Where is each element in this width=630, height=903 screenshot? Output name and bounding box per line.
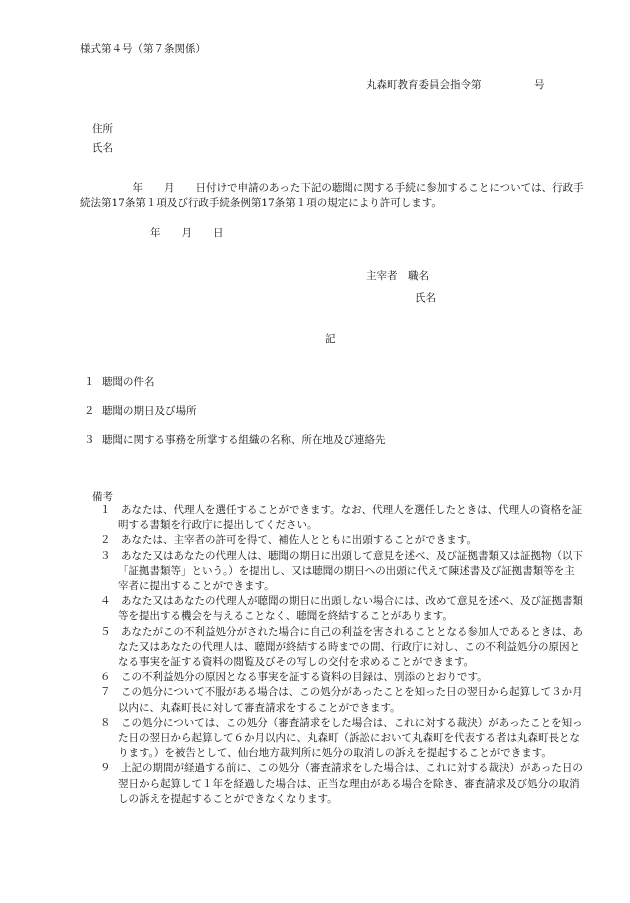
note-item	[78, 685, 585, 715]
list-item	[84, 432, 386, 447]
note-text: 上記の期間が経過する前に、この処分（審査請求をした場合は、これに対する裁決）があった日の翌日から起算して１年を経過した場合は、正当な理由がある場合を除き、審査請求及び処分の取消しの訴えを提起することができなくなります。	[118, 762, 583, 805]
issue-date: 年 月 日	[150, 227, 224, 239]
note-text: あなた又はあなたの代理人は、聴聞の期日に出頭して意見を述べ、及び証拠書類又は証拠物（以下「証拠書類等」という。）を提出し、又は聴聞の期日への出頭に代えて陳述書及び証拠書類等を主宰者に提出することができます。	[118, 549, 583, 593]
note-item	[78, 503, 585, 533]
item-text: 聴聞の件名	[102, 376, 155, 388]
note-item	[78, 549, 585, 595]
presider-title-label: 主宰者 職名	[366, 270, 429, 282]
note-number: ６	[100, 671, 111, 684]
note-item	[78, 533, 585, 548]
note-item	[78, 716, 585, 762]
address-label: 住所	[92, 123, 113, 135]
note-text: あなた又はあなたの代理人が聴聞の期日に出頭しない場合には、改めて意見を述べ、及び証拠書類等を提出する機会を与えることなく、聴聞を終結することがあります。	[118, 595, 583, 623]
item-text: 聴聞の期日及び場所	[102, 405, 197, 417]
note-number: ９	[100, 762, 111, 775]
list-item	[84, 403, 197, 418]
presider-name-label: 氏名	[415, 292, 436, 304]
item-text: 聴聞に関する事務を所掌する組織の名称、所在地及び連絡先	[102, 434, 386, 446]
list-item	[84, 374, 155, 389]
item-number: ２	[84, 405, 95, 417]
note-text: あなたがこの不利益処分がされた場合に自己の利益を害されることとなる参加人であるときは、あなた又はあなたの代理人は、聴聞が終結する時までの間、行政庁に対し、この不利益処分の原因となる事実を証する資料の閲覧及びその写しの交付を求めることができます。	[118, 625, 583, 669]
body-text: 年 月 日付けで申請のあった下記の聴聞に関する手続に参加することについては、行政手続法第17条第１項及び行政手続条例第17条第１項の規定により許可します。	[80, 182, 584, 209]
note-item	[78, 625, 585, 671]
ki-heading: 記	[325, 333, 336, 345]
note-item	[78, 594, 585, 624]
notes-list	[80, 503, 585, 807]
notes-heading: 備考	[92, 491, 113, 503]
item-number: １	[84, 376, 95, 388]
form-label: 様式第４号（第７条関係）	[80, 43, 206, 55]
note-number: ５	[100, 625, 111, 638]
note-number: ４	[100, 595, 111, 608]
note-text: この処分について不服がある場合は、この処分があったことを知った日の翌日から起算して３か月以内に、丸森町長に対して審査請求をすることができます。	[118, 686, 583, 714]
note-item	[78, 670, 585, 685]
note-number: ７	[100, 686, 111, 699]
note-text: この処分については、この処分（審査請求をした場合は、これに対する裁決）があったことを知った日の翌日から起算して６か月以内に、丸森町（訴訟において丸森町を代表する者は丸森町長となります。）を被告として、仙台地方裁判所に処分の取消しの訴えを提起することができます。	[118, 716, 583, 760]
note-number: ８	[100, 716, 111, 729]
note-text: あなたは、主宰者の許可を得て、補佐人とともに出頭することができます。	[121, 534, 477, 547]
reference-number: 丸森町教育委員会指令第 号	[366, 79, 545, 91]
note-number: １	[100, 504, 111, 516]
note-number: ３	[100, 549, 111, 562]
note-text: この不利益処分の原因となる事実を証する資料の目録は、別添のとおりです。	[121, 671, 488, 684]
note-item	[78, 761, 585, 807]
name-label: 氏名	[92, 142, 113, 154]
note-number: ２	[100, 534, 111, 547]
item-number: ３	[84, 434, 95, 446]
note-text: あなたは、代理人を選任することができます。なお、代理人を選任したときは、代理人の資格を証明する書類を行政庁に提出してください。	[118, 504, 583, 532]
